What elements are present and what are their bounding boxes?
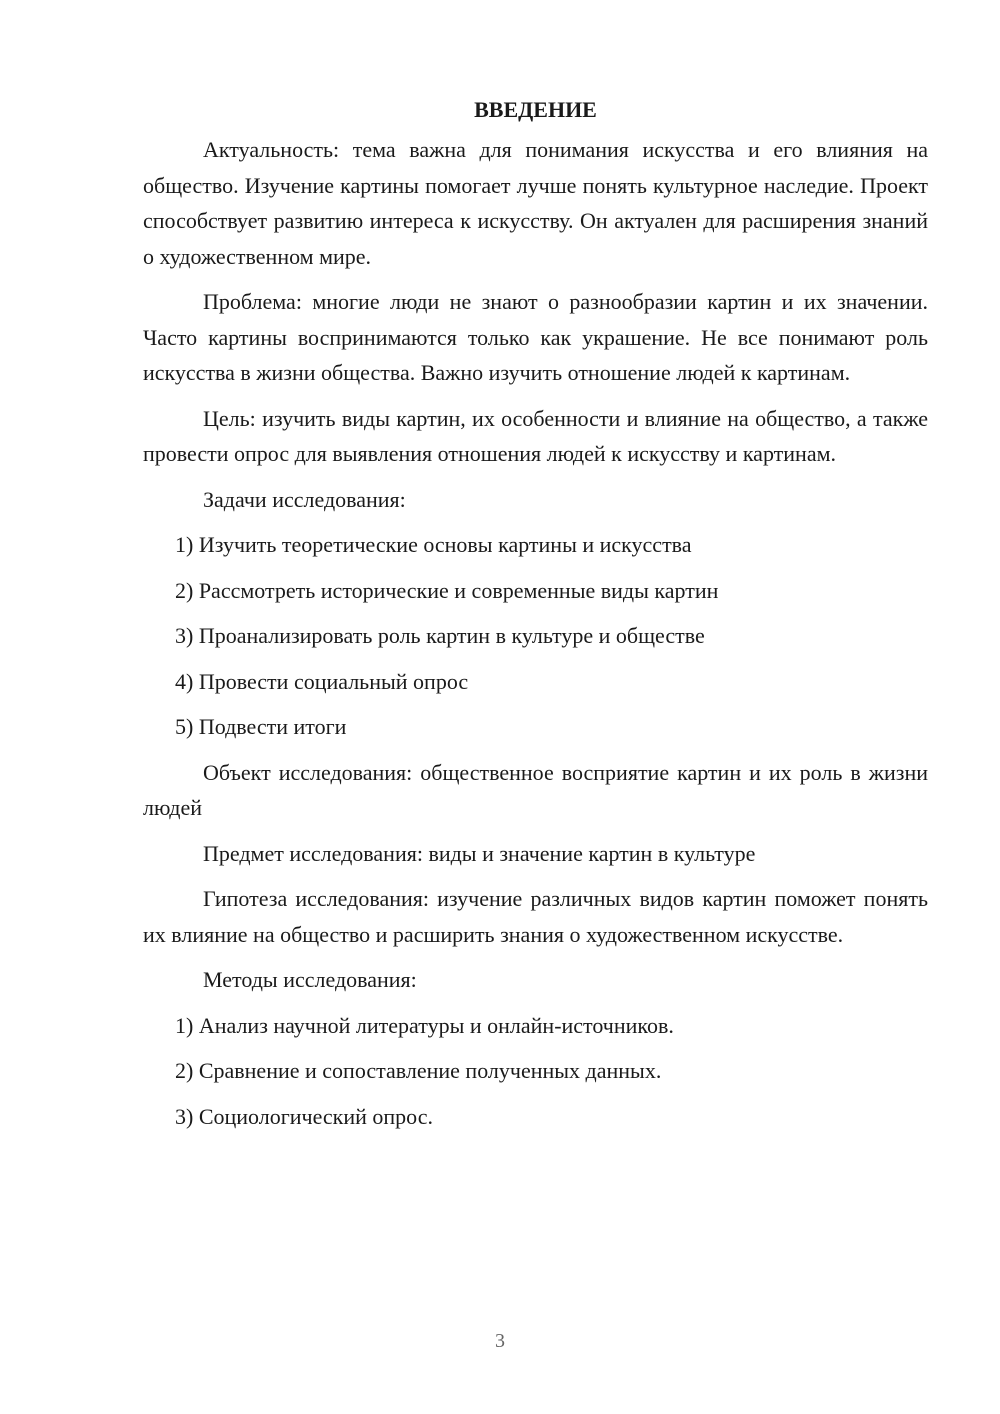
problem-paragraph: Проблема: многие люди не знают о разнообразии картин и их значении. Часто картины воспринимаются только как украшение. Не все понимают роль искусства в жизни общества. Важно изучить отношение людей к картинам. bbox=[143, 289, 928, 385]
methods-list bbox=[143, 1008, 928, 1135]
document-page bbox=[143, 92, 928, 1144]
hypothesis-paragraph: Гипотеза исследования: изучение различных видов картин поможет понять их влияние на общество и расширить знания о художественном искусстве. bbox=[143, 886, 928, 947]
list-item: 3) Проанализировать роль картин в культуре и обществе bbox=[175, 623, 705, 648]
list-item: 5) Подвести итоги bbox=[175, 714, 347, 739]
page-number: 3 bbox=[495, 1330, 505, 1352]
list-item: 2) Рассмотреть исторические и современные виды картин bbox=[175, 577, 719, 603]
list-item: 4) Провести социальный опрос bbox=[175, 668, 469, 694]
section-title: ВВЕДЕНИЕ bbox=[474, 97, 597, 122]
list-item: 2) Сравнение и сопоставление полученных данных. bbox=[175, 1058, 662, 1083]
list-item: 1) Анализ научной литературы и онлайн-источников. bbox=[175, 1012, 674, 1038]
methods-heading: Методы исследования: bbox=[203, 967, 417, 992]
list-item: 1) Изучить теоретические основы картины и искусства bbox=[175, 532, 692, 557]
relevance-paragraph: Актуальность: тема важна для понимания искусства и его влияния на общество. Изучение картины помогает лучше понять культурное наследие. Проект способствует развитию интереса к искусству. Он актуален для расширения знаний о художественном мире. bbox=[143, 137, 928, 269]
subject-paragraph: Предмет исследования: виды и значение картин в культуре bbox=[203, 840, 756, 866]
tasks-heading: Задачи исследования: bbox=[203, 486, 406, 512]
list-item: 3) Социологический опрос. bbox=[175, 1103, 433, 1129]
goal-paragraph: Цель: изучить виды картин, их особенности и влияние на общество, а также провести опрос для выявления отношения людей к искусству и картинам. bbox=[143, 405, 928, 466]
object-paragraph: Объект исследования: общественное восприятие картин и их роль в жизни людей bbox=[143, 759, 928, 820]
tasks-list bbox=[143, 527, 928, 745]
